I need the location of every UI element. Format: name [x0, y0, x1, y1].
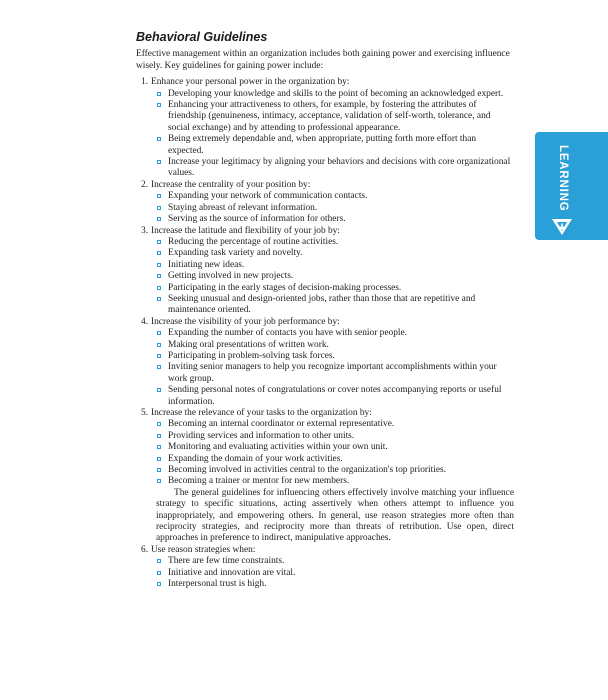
sub-item-list: [150, 237, 514, 317]
square-bullet-icon: [157, 92, 161, 96]
guidelines-page: [136, 32, 514, 591]
guideline-6-list: [136, 545, 514, 591]
guideline-heading: Increase the latitude and flexibility of your job by:: [151, 225, 341, 236]
square-bullet-icon: [157, 388, 161, 392]
sub-item: [156, 476, 514, 487]
guidelines-list: [136, 77, 514, 488]
page-title: Behavioral Guidelines: [136, 30, 268, 44]
guideline-number: 3.: [141, 225, 149, 236]
guideline-item: [136, 77, 514, 180]
sub-item-text: There are few time constraints.: [168, 556, 285, 567]
sub-item-text: Expanding your network of communication contacts.: [168, 191, 368, 202]
sub-item: [156, 203, 514, 214]
square-bullet-icon: [157, 559, 161, 563]
sub-item-text: Being extremely dependable and, when appropriate, putting forth more effort than expected.: [168, 134, 477, 156]
sub-item-text: Participating in the early stages of decision-making processes.: [168, 282, 402, 293]
sub-item: [156, 431, 514, 442]
square-bullet-icon: [157, 468, 161, 472]
sub-item-text: Expanding the number of contacts you have with senior people.: [168, 328, 407, 339]
sub-item-text: Becoming involved in activities central to the organization's top priorities.: [168, 465, 447, 476]
square-bullet-icon: [157, 286, 161, 290]
sub-item: [156, 89, 514, 100]
sub-item: [156, 568, 514, 579]
sub-item-text: Monitoring and evaluating activities within your own unit.: [168, 442, 388, 453]
square-bullet-icon: [157, 240, 161, 244]
square-bullet-icon: [157, 103, 161, 107]
sub-item-text: Sending personal notes of congratulations or cover notes accompanying reports or useful information.: [168, 385, 502, 407]
square-bullet-icon: [157, 365, 161, 369]
square-bullet-icon: [157, 137, 161, 141]
sub-item: [156, 419, 514, 430]
square-bullet-icon: [157, 263, 161, 267]
sub-item: [156, 362, 514, 385]
sub-item: [156, 442, 514, 453]
sub-item-text: Enhancing your attractiveness to others, for example, by fostering the attributes of friendship (genuineness, intimacy, acceptance, validation of self-worth, tolerance, and social exchange) and by attending to professional appearance.: [168, 100, 491, 133]
square-bullet-icon: [157, 571, 161, 575]
sub-item: [156, 134, 514, 157]
square-bullet-icon: [157, 582, 161, 586]
guideline-item: [136, 226, 514, 317]
square-bullet-icon: [157, 251, 161, 255]
square-bullet-icon: [157, 434, 161, 438]
sub-item-list: [150, 191, 514, 225]
sub-item-list: [150, 328, 514, 408]
guideline-number: 4.: [141, 316, 149, 327]
sub-item: [156, 214, 514, 225]
guideline-number: 2.: [141, 179, 149, 190]
sub-item-text: Seeking unusual and design-oriented jobs, rather than those that are repetitive and maintenance oriented.: [168, 293, 476, 316]
sub-item: [156, 260, 514, 271]
sub-item-text: Initiating new ideas.: [168, 259, 245, 270]
square-bullet-icon: [157, 422, 161, 426]
sub-item-text: Providing services and information to other units.: [168, 430, 355, 441]
guideline-item: [136, 545, 514, 591]
guideline-number: 1.: [141, 77, 149, 88]
guideline-item: [136, 408, 514, 488]
guideline-number: 6.: [141, 544, 149, 555]
download-arrow-icon: [551, 218, 573, 236]
sub-item: [156, 556, 514, 567]
guideline-item: [136, 180, 514, 226]
sub-item-text: Getting involved in new projects.: [168, 271, 294, 282]
square-bullet-icon: [157, 343, 161, 347]
sub-item-text: Interpersonal trust is high.: [168, 579, 267, 590]
sub-item: [156, 283, 514, 294]
sub-item: [156, 248, 514, 259]
sub-item: [156, 100, 514, 134]
sub-item-text: Participating in problem-solving task forces.: [168, 350, 335, 361]
sub-item: [156, 454, 514, 465]
sub-item-list: [150, 419, 514, 487]
guideline-heading: Use reason strategies when:: [151, 544, 256, 555]
square-bullet-icon: [157, 194, 161, 198]
sub-item-text: Inviting senior managers to help you recognize important accomplishments within your work group.: [168, 362, 497, 384]
guideline-item: [136, 317, 514, 408]
sub-item: [156, 271, 514, 282]
intro-paragraph: Effective management within an organization includes both gaining power and exercising influence wisely. Key guidelines for gaining power include:: [136, 49, 510, 71]
sub-item-text: Making oral presentations of written work.: [168, 339, 329, 350]
guideline-number: 5.: [141, 408, 149, 418]
guideline-heading: Increase the relevance of your tasks to the organization by:: [151, 408, 372, 418]
square-bullet-icon: [157, 331, 161, 335]
sub-item-text: Becoming an internal coordinator or external representative.: [168, 419, 395, 430]
sub-item-text: Expanding task variety and novelty.: [168, 248, 303, 259]
closing-paragraph: The general guidelines for influencing others effectively involve matching your influence strategy to specific situations, acting assertively when others attempt to influence you inappropriately, and empowering others. In general, use reason strategies more often than reciprocity strategies, and reciprocity more than threats of retribution. Use open, direct approaches in preference to indirect, manipulative approaches.: [156, 487, 514, 544]
guideline-heading: Increase the centrality of your position by:: [151, 179, 311, 190]
sub-item-list: [150, 556, 514, 590]
sub-item-text: Initiative and innovation are vital.: [168, 567, 296, 578]
square-bullet-icon: [157, 445, 161, 449]
sub-item: [156, 328, 514, 339]
sub-item-text: Becoming a trainer or mentor for new members.: [168, 476, 350, 487]
sub-item: [156, 351, 514, 362]
sub-item: [156, 579, 514, 590]
square-bullet-icon: [157, 479, 161, 483]
square-bullet-icon: [157, 457, 161, 461]
square-bullet-icon: [157, 206, 161, 210]
sub-item-text: Staying abreast of relevant information.: [168, 202, 318, 213]
square-bullet-icon: [157, 160, 161, 164]
sub-item: [156, 237, 514, 248]
sub-item: [156, 157, 514, 180]
sub-item-text: Expanding the domain of your work activities.: [168, 453, 343, 464]
sub-item: [156, 465, 514, 476]
square-bullet-icon: [157, 274, 161, 278]
sub-item-text: Reducing the percentage of routine activities.: [168, 236, 339, 247]
square-bullet-icon: [157, 297, 161, 301]
guideline-heading: Enhance your personal power in the organization by:: [151, 77, 350, 88]
sub-item: [156, 340, 514, 351]
sub-item-text: Developing your knowledge and skills to the point of becoming an acknowledged expert.: [168, 88, 504, 99]
square-bullet-icon: [157, 217, 161, 221]
sub-item: [156, 191, 514, 202]
sub-item-text: Serving as the source of information for others.: [168, 214, 346, 225]
learning-tab-label: LEARNING: [557, 144, 569, 212]
learning-side-tab: [535, 132, 608, 240]
sub-item-text: Increase your legitimacy by aligning your behaviors and decisions with core organizational values.: [168, 157, 511, 179]
sub-item: [156, 294, 514, 317]
guideline-heading: Increase the visibility of your job performance by:: [151, 316, 340, 327]
sub-item-list: [150, 89, 514, 180]
square-bullet-icon: [157, 354, 161, 358]
sub-item: [156, 385, 514, 408]
